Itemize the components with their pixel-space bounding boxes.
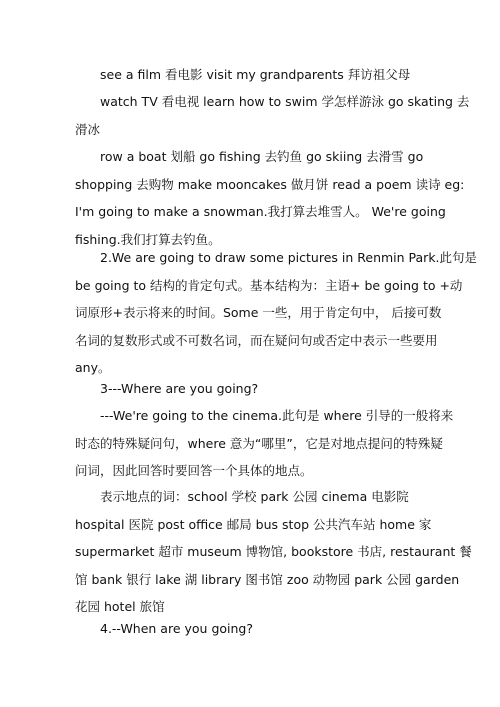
text-line: 名词的复数形式或不可数名词，而在疑问句或否定中表示一些要用 [75,332,438,348]
text-line: 2.We are going to draw some pictures in Renmin Park.此句是 [100,250,478,265]
text-line: 花园 hotel 旅馆 [75,599,165,614]
text-line: shopping 去购物 make mooncakes 做月饼 read a poem 读诗 eg: [75,176,465,192]
paragraph-grammar-be-going-to [75,244,478,382]
text-line: 问词，因此回答时要回答一个具体的地点。 [75,463,313,478]
text-line: I'm going to make a snowman.我打算去堆雪人。 We're going [75,204,446,219]
text-line: row a boat 划船 go fishing 去钓鱼 go skiing 去滑雪 go [100,149,424,164]
text-line: 词原形+表示将来的时间。Some 一些，用于肯定句中， 后接可数 [75,305,442,320]
text-line: 3---Where are you going? [100,381,259,396]
paragraph-question-3 [75,375,452,403]
text-line: 滑冰 [75,121,101,137]
text-line: ---We're going to the cinema.此句是 where 引导的一般将来 [100,408,454,423]
text-line: 4.--When are you going? [100,621,253,636]
text-line: 表示地点的词：school 学校 park 公园 cinema 电影院 [100,489,409,504]
text-line: watch TV 看电视 learn how to swim 学怎样游泳 go skating 去 [100,94,470,109]
text-line: 时态的特殊疑问句，where 意为“哪里”，它是对地点提问的特殊疑 [75,435,443,451]
text-line: 馆 bank 银行 lake 湖 library 图书馆 zoo 动物园 park 公园 garden [75,571,460,587]
text-line: see a film 看电影 visit my grandparents 拜访祖父母 [100,67,411,82]
text-line: hospital 医院 post office 邮局 bus stop 公共汽车站 home 家 [75,516,432,532]
paragraph-activities-1 [75,61,452,89]
paragraph-place-words [75,483,472,621]
paragraph-activities-3 [75,143,465,253]
text-line: be going to 结构的肯定句式。基本结构为：主语+ be going to +动 [75,277,463,293]
paragraph-activities-2 [75,88,470,143]
paragraph-question-4 [75,615,452,643]
text-line: fishing.我们打算去钓鱼。 [75,231,221,247]
text-line: any。 [75,360,111,375]
text-line: supermarket 超市 museum 博物馆, bookstore 书店, restaurant 餐 [75,544,472,559]
paragraph-answer-3 [75,402,454,485]
